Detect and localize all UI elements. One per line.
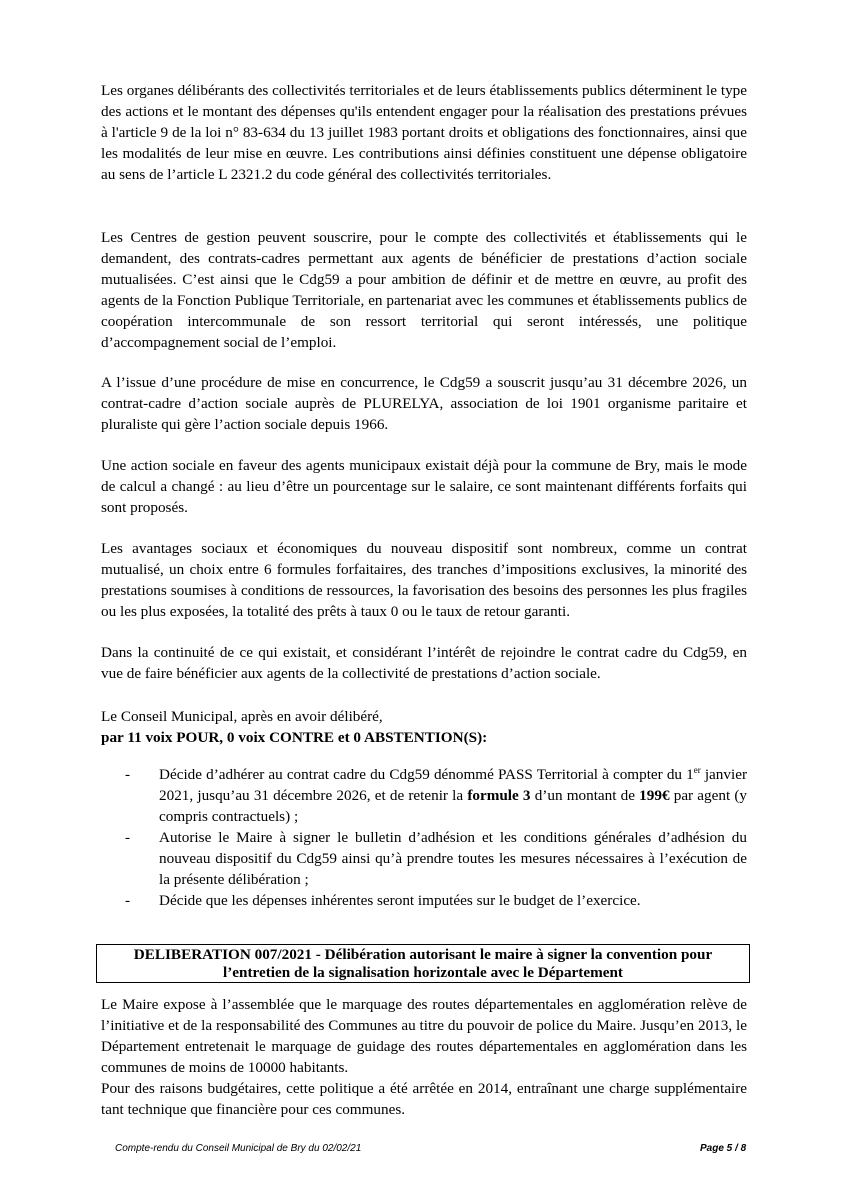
paragraph-mise-en-concurrence: A l’issue d’une procédure de mise en concurrence, le Cdg59 a souscrit jusqu’au 31 décembre 2026, un contrat-cadre d’action sociale auprès de PLURELYA, association de loi 1901 organisme paritaire et pluraliste qui gère l’action sociale depuis 1966. — [101, 374, 747, 433]
decision-text: Décide d’adhérer au contrat cadre du Cdg59 dénommé PASS Territorial à compter du 1 — [159, 766, 694, 783]
paragraph-organes-deliberants: Les organes délibérants des collectivités territoriales et de leurs établissements publics déterminent le type des actions et le montant des dépenses qu'ils entendent engager pour la réalisation des prestations prévues à l'article 9 de la loi n° 83-634 du 13 juillet 1983 portant droits et obligations des fonctionnaires, ainsi que les modalités de leur mise en œuvre. Les contributions ainsi définies constituent une dépense obligatoire au sens de l’article L 2321.2 du code général des collectivités territoriales. — [101, 82, 747, 183]
paragraph-raisons-budgetaires: Pour des raisons budgétaires, cette politique a été arrêtée en 2014, entraînant une charge supplémentaire tant technique que financière pour ces communes. — [101, 1080, 747, 1118]
vote-par: par — [101, 729, 128, 746]
decision-text: janvier 2021, jusqu’au 31 décembre 2026, et de retenir la — [159, 766, 748, 804]
montant-bold: 199€ — [639, 787, 670, 804]
bullet-dash: - — [125, 829, 131, 846]
paragraph-continuite: Dans la continuité de ce qui existait, et considérant l’intérêt de rejoindre le contrat cadre du Cdg59, en vue de faire bénéficier aux agents de la collectivité de prestations d’action sociale. — [101, 644, 747, 682]
paragraph-avantages: Les avantages sociaux et économiques du nouveau dispositif sont nombreux, comme un contrat mutualisé, un choix entre 6 formules forfaitaires, des tranches d’impositions exclusives, la minorité des prestations soumises à conditions de ressources, la favorisation des besoins des personnes les plus fragiles ou les plus exposées, la totalité des prêts à taux 0 ou le taux de retour garanti. — [101, 540, 747, 620]
bullet-dash: - — [125, 766, 131, 783]
decision-list — [101, 764, 747, 911]
footer-document-title: Compte-rendu du Conseil Municipal de Bry du 02/02/21 — [115, 1143, 362, 1154]
deliberation-title-line2: l’entretien de la signalisation horizontale avec le Département — [222, 964, 623, 981]
paragraph-centres-de-gestion: Les Centres de gestion peuvent souscrire, pour le compte des collectivités et établissements qui le demandent, des contrats-cadres permettant aux agents de bénéficier de prestations d’action sociale mutualisées. C’est ainsi que le Cdg59 a pour ambition de définir et de mettre en œuvre, au profit des agents de la Fonction Publique Territoriale, en partenariat avec les communes et établissements publics de coopération intercommunale de son ressort territorial qui seront intéressés, une politique d’accompagnement social de l’emploi. — [101, 229, 747, 351]
decision-text: Décide que les dépenses inhérentes seront imputées sur le budget de l’exercice. — [159, 892, 641, 909]
decision-item-depenses — [101, 890, 747, 911]
decision-text: par agent (y compris contractuels) ; — [159, 787, 747, 825]
bullet-dash: - — [125, 892, 131, 909]
deliberation-title-line1: DELIBERATION 007/2021 - Délibération autorisant le maire à signer la convention pour — [133, 946, 713, 963]
decision-text: Autorise le Maire à signer le bulletin d’adhésion et les conditions générales d’adhésion du nouveau dispositif du Cdg59 ainsi qu’à prendre toutes les mesures nécessaires à l’exécution de la présente délibération ; — [159, 829, 747, 888]
conseil-deliberation-line: Le Conseil Municipal, après en avoir délibéré, — [101, 708, 383, 725]
paragraph-marquage-routes: Le Maire expose à l’assemblée que le marquage des routes départementales en agglomération relève de l’initiative et de la responsabilité des Communes au titre du pouvoir de police du Maire. Jusqu’en 2013, le Département entretenait le marquage de guidage des routes départementales en agglomération dans les communes de moins de 10000 habitants. — [101, 996, 747, 1076]
paragraph-action-sociale-bry: Une action sociale en faveur des agents municipaux existait déjà pour la commune de Bry, mais le mode de calcul a changé : au lieu d’être un pourcentage sur le salaire, ce sont maintenant différents forfaits qui sont proposés. — [101, 457, 747, 516]
decision-item-autorise — [101, 827, 747, 890]
footer-page-number: Page 5 / 8 — [700, 1143, 747, 1154]
decision-item-adhesion — [101, 764, 747, 827]
deliberation-title-box — [96, 944, 750, 983]
vote-result: 11 voix POUR, 0 voix CONTRE et 0 ABSTENTION(S): — [127, 729, 488, 746]
ordinal-superscript: er — [693, 765, 701, 775]
decision-text: d’un montant de — [530, 787, 640, 804]
paragraph-conseil-municipal — [101, 706, 747, 748]
formule-bold: formule 3 — [467, 787, 531, 804]
